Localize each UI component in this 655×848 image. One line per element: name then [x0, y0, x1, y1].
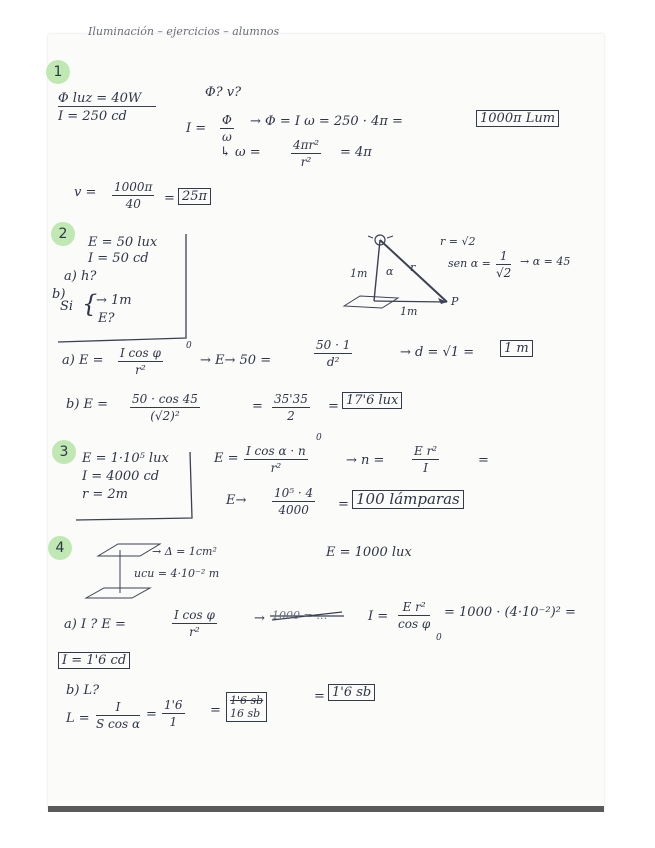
p4-L-eq2: = — [210, 703, 221, 718]
p2-b-fraction — [130, 392, 200, 423]
p4-given-E: E = 1000 lux — [326, 545, 412, 560]
p1-v-eq: = — [164, 191, 175, 206]
p4-a-den: r² — [189, 625, 200, 639]
problem-4-badge: 4 — [48, 536, 72, 560]
p3-eq2-num: 10⁵ · 4 — [274, 486, 314, 500]
p3-eq2-eq: = — [338, 497, 349, 512]
problem-1-badge: 1 — [46, 60, 70, 84]
p4-a-I: I = — [368, 609, 389, 624]
p3-given-I: I = 4000 cd — [82, 469, 160, 484]
p1-v-den: 40 — [125, 197, 141, 211]
p2-a-den: r² — [135, 363, 146, 377]
problem-2-badge: 2 — [51, 222, 75, 246]
p3-eq1-num2: E r² — [414, 444, 438, 458]
p4-delta: → Δ = 1cm² — [152, 545, 217, 558]
p2-sen-num: 1 — [496, 249, 511, 265]
problem-3-badge: 3 — [52, 440, 76, 464]
p2-question-a: a) h? — [64, 269, 97, 284]
p3-eq1-arrow: → n = — [346, 453, 385, 468]
p1-omega: ω — [222, 130, 232, 144]
p2-r-eq: r = √2 — [440, 235, 476, 248]
p4-L-box-top: 1'6 sb — [230, 694, 264, 707]
p4-L-den: S cos α — [96, 717, 141, 731]
p1-v-label: v = — [74, 185, 97, 200]
p3-eq1-fraction2 — [412, 444, 439, 475]
p1-v-num: 1000π — [114, 180, 153, 194]
p1-omega-prefix: ↳ ω = — [220, 145, 261, 160]
p2-b-num2: 35'35 — [274, 392, 308, 406]
p4-a-num: I cos φ — [174, 608, 215, 622]
p3-eq1-den2: I — [423, 461, 428, 475]
p2-b-den: (√2)² — [150, 409, 180, 423]
p2-result-d: 1 m — [500, 340, 533, 357]
p4-L-fraction — [96, 700, 140, 731]
p4-struck-text: 1000 = … — [272, 609, 328, 622]
p4-ucu: ucu = 4·10⁻² m — [134, 567, 220, 580]
p4-L-eq: = — [146, 707, 157, 722]
ray-left-icon — [368, 236, 373, 238]
p3-eq1-num: I cos α · n — [246, 444, 306, 458]
p2-alpha: α — [386, 265, 394, 278]
p1-phi: Φ — [222, 113, 232, 127]
p2-b-den2: 2 — [287, 409, 295, 423]
p2-brace-top: → 1m — [96, 293, 132, 308]
p1-question: Φ? v? — [205, 85, 242, 100]
p2-sen-den: √2 — [496, 266, 512, 280]
p2-b-eq2: = — [328, 399, 339, 414]
p1-result-v: 25π — [178, 188, 211, 205]
p3-eq1-tail: = — [478, 453, 489, 468]
p4-result-I: I = 1'6 cd — [58, 652, 130, 669]
p1-omega-result: = 4π — [340, 145, 372, 160]
p1-given-intensity: I = 250 cd — [58, 109, 127, 124]
p4-a-line: a) I ? E = — [64, 617, 126, 632]
surface-plane — [344, 296, 398, 308]
p2-b-fraction2 — [272, 392, 310, 423]
p1-omega-num: 4πr² — [293, 138, 320, 152]
p2-a-den2: d² — [326, 355, 340, 369]
p2-si: Si — [60, 299, 74, 314]
p1-flux-calc: → Φ = I ω = 250 · 4π = — [250, 114, 403, 129]
p4-L-pre: L = — [66, 711, 90, 726]
p3-eq1-exp: 0 — [316, 433, 322, 443]
faint-header: Iluminación – ejercicios – alumnos — [88, 25, 280, 38]
p2-a-num2: 50 · 1 — [316, 338, 351, 352]
p1-omega-den: r² — [300, 155, 312, 169]
p4-L-den2: 1 — [169, 715, 178, 729]
p3-eq2-den: 4000 — [278, 503, 309, 517]
p2-a-fraction — [118, 346, 163, 377]
p4-a-num2: E r² — [398, 600, 430, 616]
p3-eq1-pre: E = — [214, 451, 239, 466]
p4-L-fraction2 — [162, 698, 185, 729]
p2-sen-fraction — [496, 249, 511, 280]
p3-eq2-fraction — [272, 486, 315, 517]
p2-a-num: I cos φ — [120, 346, 161, 360]
p4-a-expr: = 1000 · (4·10⁻²)² = — [444, 605, 576, 620]
p2-brace-bottom: E? — [98, 311, 115, 326]
p4-b-line: b) L? — [66, 683, 100, 698]
p2-sen-label: sen α = — [448, 257, 491, 270]
p2-a-fraction2 — [314, 338, 352, 369]
p4-a-fraction — [172, 608, 217, 639]
p2-result-E: 17'6 lux — [342, 392, 402, 409]
p4-a-fraction2 — [398, 600, 430, 631]
p1-I-fraction — [220, 113, 234, 144]
p2-P: P — [451, 295, 459, 308]
p2-given-I: I = 50 cd — [88, 251, 149, 266]
p2-b-label: b) — [52, 287, 66, 302]
p2-a-line: a) E = — [62, 353, 104, 368]
p2-a-arrow: → d = √1 = — [400, 345, 475, 360]
p2-b-num: 50 · cos 45 — [132, 392, 198, 406]
p1-omega-fraction — [291, 138, 321, 169]
triangle-left-side — [374, 240, 380, 301]
surface-large-plane — [86, 588, 150, 598]
p2-r: r — [410, 261, 416, 274]
surface-small-plane — [98, 544, 160, 556]
p3-eq1-fraction — [244, 444, 308, 475]
p3-result-n: 100 lámparas — [352, 490, 464, 509]
p3-given-E: E = 1·10⁵ lux — [82, 451, 169, 466]
p4-L-box-bot: 16 sb — [230, 707, 261, 721]
p2-alpha-result: → α = 45 — [520, 255, 571, 268]
p2-b-line: b) E = — [66, 397, 109, 412]
p4-L-eq3: = — [314, 689, 325, 704]
p1-given-flux: Φ luz = 40W — [58, 91, 142, 106]
p3-eq2-pre: E→ — [226, 493, 247, 508]
p4-L-box — [226, 692, 267, 722]
p2-given-E: E = 50 lux — [88, 235, 158, 250]
p2-a-mid: → E→ 50 = — [200, 353, 272, 368]
p4-a-arrow: → — [254, 611, 265, 626]
p2-side-bottom: 1m — [400, 305, 418, 318]
triangle-base — [374, 301, 447, 302]
p4-L-num2: 1'6 — [164, 698, 183, 712]
p2-brace: { — [82, 290, 98, 318]
p2-b-eq: = — [252, 399, 263, 414]
p4-a-den2: cos φ — [398, 617, 431, 631]
p4-a-exp: 0 — [436, 633, 442, 643]
p3-given-r: r = 2m — [82, 487, 128, 502]
p1-I-label: I = — [186, 121, 207, 136]
p2-a-exp: 0 — [186, 341, 192, 351]
p2-side-left: 1m — [350, 267, 368, 280]
ray-right-icon — [387, 236, 393, 238]
p4-L-num: I — [96, 700, 140, 716]
p1-v-fraction — [112, 180, 154, 211]
p3-eq1-den: r² — [270, 461, 282, 475]
p4-result-L: 1'6 sb — [328, 684, 375, 701]
p1-result-flux: 1000π Lum — [476, 110, 559, 127]
p1-given-divider — [58, 106, 156, 107]
